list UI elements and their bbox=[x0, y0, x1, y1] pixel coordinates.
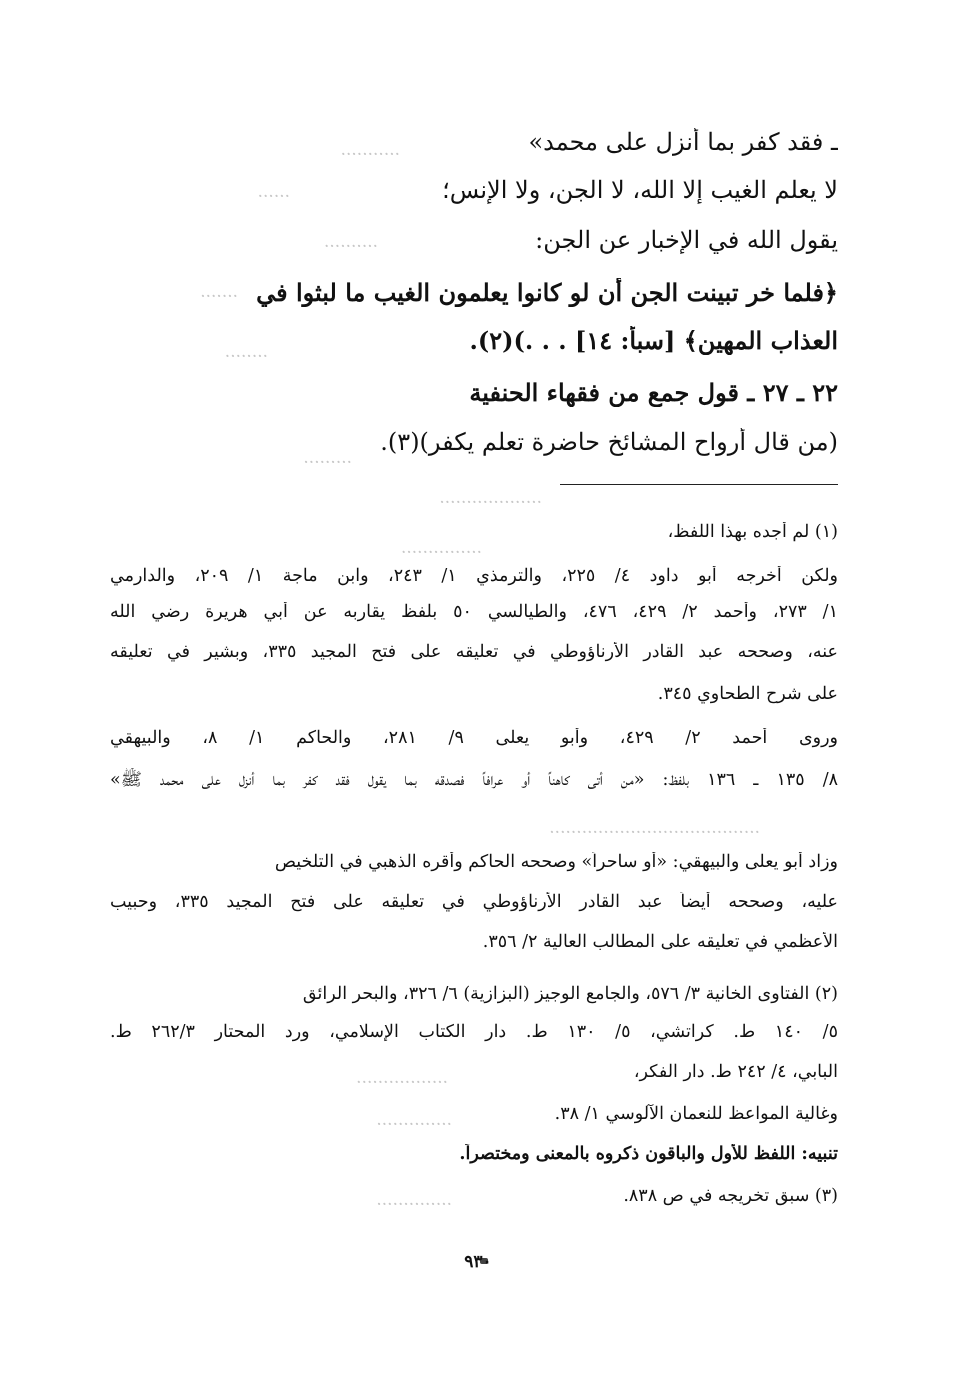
footnote-line: البابي، ٤/ ٢٤٢ ط. دار الفكر، bbox=[633, 1062, 838, 1082]
footnote-separator bbox=[560, 484, 838, 485]
bleed-through-text: ................... bbox=[439, 488, 542, 508]
main-text-line: يقول الله في الإخبار عن الجن: bbox=[535, 226, 838, 254]
main-text-line: ـ فقد كفر بما أنزل على محمد» bbox=[528, 128, 838, 156]
footnote-note: تنبيه: اللفظ للأول والباقون ذكروه بالمعنى ومختصراً. bbox=[459, 1144, 838, 1164]
footnote-line: ٨/ ١٣٥ ـ ١٣٦ بلفظ: «من أتى كاهناً أو عرافاً فصدقه بما يقول فقد كفر بما أنزل على محمد ﷺ» bbox=[110, 770, 838, 790]
section-heading: ٢٢ ـ ٢٧ ـ قول جمع من فقهاء الحنفية bbox=[469, 378, 838, 407]
main-text-line: (من قال أرواح المشائخ حاضرة تعلم يكفر)(٣). bbox=[380, 428, 838, 456]
footnote-line: ١/ ٢٧٣، وأحمد ٢/ ٤٢٩، ٤٧٦، والطيالسي ٥٠ بلفظ يقاربه عن أبي هريرة رضي الله bbox=[110, 602, 838, 622]
bleed-through-text: .............. bbox=[376, 1110, 452, 1130]
page-number: ٩٣٠ bbox=[464, 1252, 492, 1272]
footnote-line: وروى أحمد ٢/ ٤٢٩، وأبو يعلى ٩/ ٢٨١، والحاكم ١/ ٨، والبيهقي bbox=[110, 728, 838, 748]
bleed-through-text: .............. bbox=[376, 1190, 452, 1210]
bleed-through-text: ....... bbox=[200, 282, 238, 302]
quran-verse-line: العذاب المهين﴾ [سبأ: ١٤] . . .)(٢). bbox=[469, 326, 838, 355]
bleed-through-text: ............... bbox=[400, 538, 482, 558]
bleed-through-text: ....................................... bbox=[549, 818, 760, 838]
footnote-line: (١) لم أجده بهذا اللفظ، bbox=[667, 522, 838, 542]
footnote-line: ولكن أخرجه أبو داود ٤/ ٢٢٥، والترمذي ١/ ٢٤٣، وابن ماجة ١/ ٢٠٩، والدارمي bbox=[110, 566, 838, 586]
footnote-line: (٣) سبق تخريجه في ص ٨٣٨. bbox=[623, 1186, 838, 1206]
bleed-through-text: .......... bbox=[323, 232, 378, 252]
bleed-through-text: ........ bbox=[224, 342, 268, 362]
footnote-line: على شرح الطحاوي ٣٤٥. bbox=[657, 684, 838, 704]
footnote-line: (٢) الفتاوى الخانية ٣/ ٥٧٦، والجامع الوجيز (البزازية) ٦/ ٣٢٦، والبحر الرائق bbox=[302, 984, 838, 1004]
footnote-line: ٥/ ١٤٠ ط. كراتشي، ٥/ ١٣٠ ط. دار الكتاب الإسلامي، ورد المحتار ٢٦٢/٣ ط. bbox=[110, 1022, 838, 1042]
footnote-line: عليه، وصححه أيضاً عبد القادر الأرناؤوطي في تعليقه على فتح المجيد ٣٣٥، وحبيب bbox=[110, 892, 838, 912]
bleed-through-text: ......... bbox=[303, 448, 352, 468]
main-text-line: لا يعلم الغيب إلا الله، لا الجن، ولا الإنس؛ bbox=[442, 176, 838, 204]
footnote-line: عنه، وصححه عبد القادر الأرناؤوطي في تعليقه على فتح المجيد ٣٣٥، وبشير في تعليقه bbox=[110, 642, 838, 662]
footnote-line: الأعظمي في تعليقه على المطالب العالية ٢/ ٣٥٦. bbox=[482, 932, 838, 952]
footnote-line: وغالية المواعظ للنعمان الآلوسي ١/ ٣٨. bbox=[554, 1104, 838, 1124]
bleed-through-text: ........... bbox=[340, 140, 400, 160]
bleed-through-text: ...... bbox=[257, 182, 290, 202]
quran-verse-line: ﴿فلما خر تبينت الجن أن لو كانوا يعلمون الغيب ما لبثوا في bbox=[256, 278, 838, 307]
bleed-through-text: ................. bbox=[356, 1068, 448, 1088]
footnote-line: وزاد أبو يعلى والبيهقي: «أو ساحراً» وصححه الحاكم وأقره الذهبي في التلخيص bbox=[274, 852, 838, 872]
